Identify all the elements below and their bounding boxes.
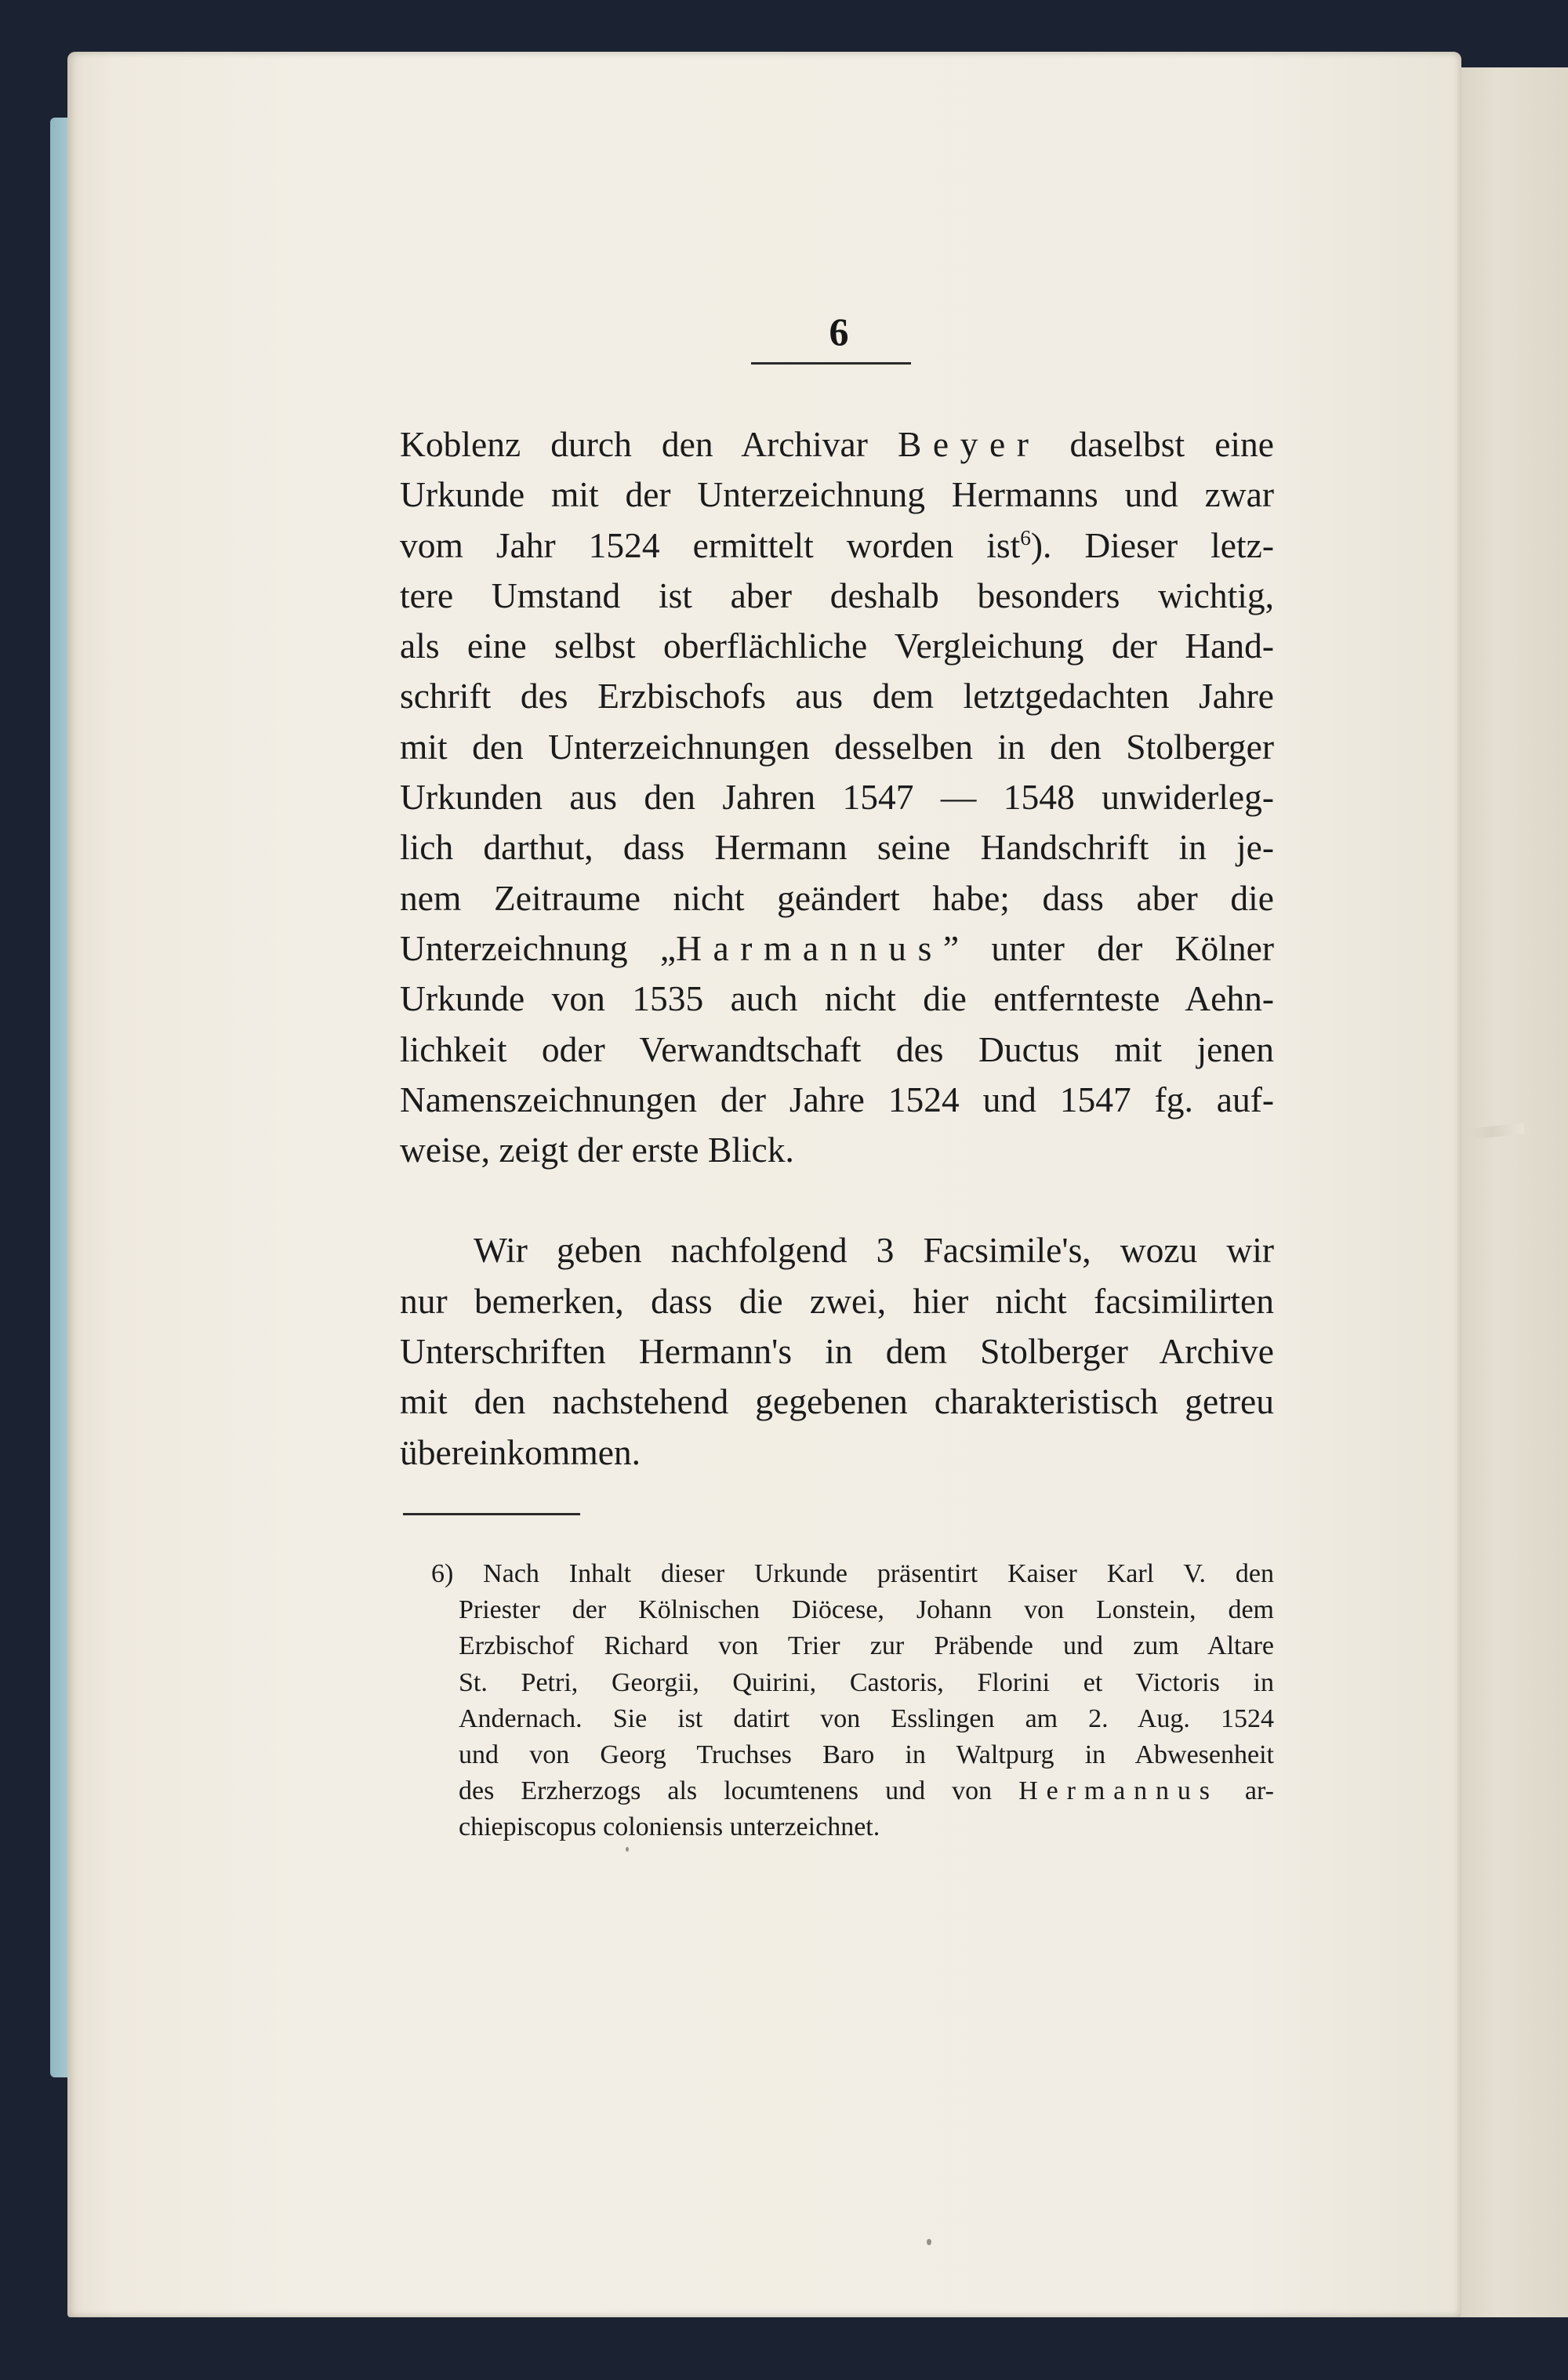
text-line: weise, zeigt der erste Blick. [400,1130,794,1170]
text-line: nur bemerken, dass die zwei, hier nicht facsimilirten [400,1280,1274,1321]
paragraph-gap [400,1175,1274,1225]
paper-speck [626,1847,629,1852]
footnote-line: des Erzherzogs als locumtenens und von Hermannus ar- [459,1776,1274,1806]
footnote-line: chiepiscopus coloniensis unterzeichnet. [459,1812,880,1842]
text-line: mit den Unterzeichnungen desselben in den Stolberger [400,726,1274,767]
text-line: Unterschriften Hermann's in dem Stolberger Archive [400,1331,1274,1372]
footnote-ref: 6 [1020,525,1031,550]
footnote-line: Andernach. Sie ist datirt von Esslingen am 2. Aug. 1524 [459,1703,1274,1733]
text-line: nem Zeitraume nicht geändert habe; dass aber die [400,877,1274,918]
footnote-line: und von Georg Truchses Baro in Waltpurg in Abwesenheit [459,1740,1274,1770]
footnote-line: Priester der Kölnischen Diöcese, Johann von Lonstein, dem [459,1595,1274,1625]
text-line: Namenszeichnungen der Jahre 1524 und 1547 fg. auf- [400,1079,1274,1119]
adjacent-page-edge [1450,67,1568,2317]
footnote-line: 6) Nach Inhalt dieser Urkunde präsentirt Kaiser Karl V. den [431,1559,1274,1588]
text-line: übereinkommen. [400,1431,641,1472]
text-line: als eine selbst oberflächliche Vergleichung der Hand- [400,626,1274,666]
text-line: lichkeit oder Verwandtschaft des Ductus mit jenen [400,1029,1274,1069]
text-line: lich darthut, dass Hermann seine Handschrift in je- [400,827,1274,868]
main-text [400,419,1274,1478]
text-line: vom Jahr 1524 ermittelt worden ist$^6$). Dieser letz- [400,524,1274,565]
text-line: schrift des Erzbischofs aus dem letztgedachten Jahre [400,676,1274,717]
footnote-rule [403,1513,580,1515]
footnote [431,1556,1274,1846]
text-line: Urkunde von 1535 auch nicht die entfernteste Aehn- [400,978,1274,1019]
text-line: Urkunden aus den Jahren 1547 — 1548 unwiderleg- [400,777,1274,818]
text-line: tere Umstand ist aber deshalb besonders wichtig, [400,575,1274,615]
footnote-line: Erzbischof Richard von Trier zur Präbende und zum Altare [459,1631,1274,1661]
text-line: mit den nachstehend gegebenen charakteristisch getreu [400,1381,1274,1422]
page-number: 6 [829,310,849,354]
footnote-line: St. Petri, Georgii, Quirini, Castoris, Florini et Victoris in [459,1667,1274,1697]
text-line: Koblenz durch den Archivar Beyer daselbst eine [400,424,1274,464]
header-rule [751,362,911,365]
text-line: Urkunde mit der Unterzeichnung Hermanns und zwar [400,474,1274,515]
text-line: Wir geben nachfolgend 3 Facsimile's, wozu wir [474,1230,1274,1271]
text-line: Unterzeichnung „Harmannus” unter der Kölner [400,927,1274,968]
paper-speck [927,2239,931,2245]
